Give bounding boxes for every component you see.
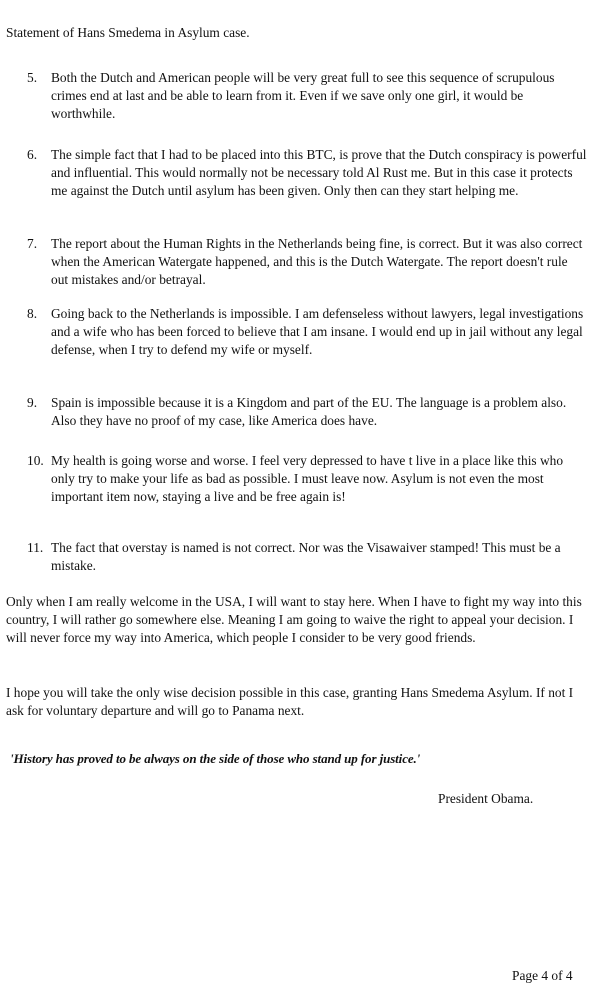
list-item [27,235,587,288]
document-title: Statement of Hans Smedema in Asylum case. [6,25,250,40]
list-item [27,305,587,358]
item-number: 6. [27,147,38,162]
item-number: 9. [27,395,38,410]
item-number: 7. [27,236,38,251]
item-text: The report about the Human Rights in the Netherlands being fine, is correct. But it was also correct when the American Watergate happened, and this is the Dutch Watergate. The report doesn't rule out mistakes and/or betrayal. [51,236,583,287]
item-text: Spain is impossible because it is a Kingdom and part of the EU. The language is a problem also. Also they have no proof of my case, like America does have. [51,395,567,428]
quote-text: 'History has proved to be always on the side of those who stand up for justice.' [10,751,421,766]
item-number: 5. [27,70,38,85]
page-number: Page 4 of 4 [512,968,573,983]
item-text: Going back to the Netherlands is impossible. I am defenseless without lawyers, legal investigations and a wife who has been forced to believe that I am insane. I would end up in jail without any legal defense, when I try to defend my wife or myself. [51,306,584,357]
list-item [27,394,587,430]
list-item [27,452,587,505]
item-number: 11. [27,540,44,555]
body-paragraph: Only when I am really welcome in the USA, I will want to stay here. When I have to fight my way into this country, I will rather go somewhere else. Meaning I am going to waive the right to appeal your decision. I will never force my way into America, which people I consider to be very good friends. [6,594,582,645]
item-number: 8. [27,306,38,321]
list-item [27,69,587,122]
item-text: Both the Dutch and American people will be very great full to see this sequence of scrupulous crimes end at last and be able to learn from it. Even if we save only one girl, it would be worthwhile. [51,70,555,121]
body-paragraph: I hope you will take the only wise decision possible in this case, granting Hans Smedema Asylum. If not I ask for voluntary departure and will go to Panama next. [6,685,574,718]
quote-attribution: President Obama. [438,791,534,806]
list-item [27,146,587,199]
item-text: The fact that overstay is named is not correct. Nor was the Visawaiver stamped! This must be a mistake. [51,540,561,573]
list-item [27,539,587,575]
item-text: My health is going worse and worse. I feel very depressed to have t live in a place like this who only try to make your life as bad as possible. I must leave now. Asylum is not even the most important item now, staying a live and be free again is! [51,453,564,504]
item-number: 10. [27,453,44,468]
item-text: The simple fact that I had to be placed into this BTC, is prove that the Dutch conspiracy is powerful and influential. This would normally not be necessary told Al Rust me. But in this case it protects me against the Dutch until asylum has been given. Only then can they start helping me. [51,147,587,198]
